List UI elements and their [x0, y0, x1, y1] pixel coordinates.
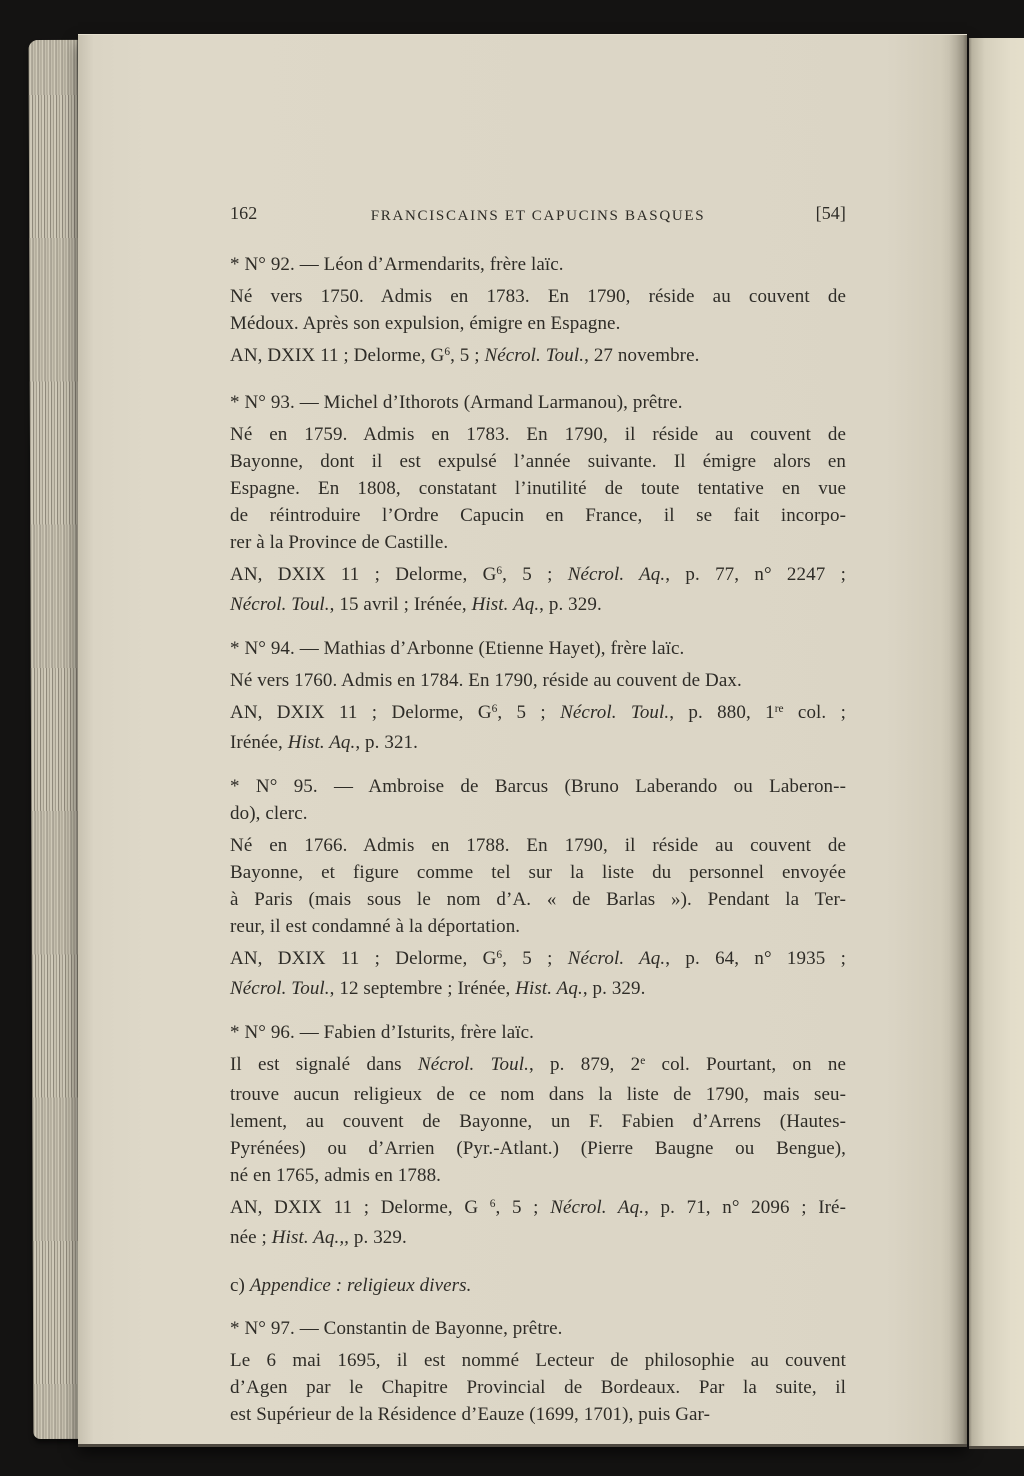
page-number: 162	[230, 203, 258, 223]
text-line: Né en 1759. Admis en 1783. En 1790, il réside au couvent de	[230, 424, 846, 445]
page-edges	[29, 40, 83, 1439]
text-line: trouve aucun religieux de ce nom dans la liste de 1790, mais seu-	[230, 1084, 846, 1105]
text-line: * N° 94. — Mathias d’Arbonne (Etienne Hayet), frère laïc.	[230, 638, 685, 659]
adjacent-page	[969, 38, 1024, 1446]
paragraph-heading	[230, 251, 846, 278]
paragraph-ref	[230, 945, 846, 1002]
text-line: * N° 95. — Ambroise de Barcus (Bruno Laberando ou Laberon--	[230, 776, 846, 797]
text-line: de réintroduire l’Ordre Capucin en France, il se fait incorpo-	[230, 505, 846, 526]
text-line: Médoux. Après son expulsion, émigre en Espagne.	[230, 313, 621, 334]
paragraph-body	[230, 667, 846, 694]
text-line: * N° 96. — Fabien d’Isturits, frère laïc.	[230, 1022, 535, 1043]
paragraph-body	[230, 283, 846, 337]
superscript: 6	[491, 703, 498, 716]
text-line: reur, il est condamné à la déportation.	[230, 916, 521, 937]
paragraph-body	[230, 1347, 846, 1428]
text-line: Nécrol. Toul., 12 septembre ; Irénée, Hist. Aq., p. 329.	[230, 978, 646, 999]
text-line: AN, DXIX 11 ; Delorme, G $^6$, 5 ; Nécrol. Aq., p. 71, n° 2096 ; Iré-	[230, 1197, 847, 1218]
running-title: FRANCISCAINS ET CAPUCINS BASQUES	[370, 208, 706, 224]
paragraph-heading	[230, 635, 846, 662]
entry-block	[230, 635, 846, 756]
text-line: lement, au couvent de Bayonne, un F. Fabien d’Arrens (Hautes-	[230, 1111, 846, 1132]
italic-text: Nécrol. Toul.	[230, 594, 330, 615]
gutter-shadow	[941, 35, 967, 1444]
superscript: e	[640, 1055, 646, 1068]
page-header	[230, 200, 846, 224]
text-line: AN, DXIX 11 ; Delorme, $G^6$, 5 ; Nécrol. Toul., p. 880, 1re col. ;	[230, 702, 846, 723]
italic-text: Nécrol. Toul.	[484, 345, 585, 366]
paragraph-body	[230, 421, 846, 556]
italic-text: Nécrol. Aq.	[550, 1197, 645, 1218]
paragraph-body	[230, 1051, 846, 1189]
text-line: * N° 97. — Constantin de Bayonne, prêtre.	[230, 1318, 563, 1339]
text-line: AN, DXIX 11 ; Delorme, $G^6$, 5 ; Nécrol. Aq., p. 77, n° 2247 ;	[230, 564, 846, 585]
text-line: * N° 93. — Michel d’Ithorots (Armand Larmanou), prêtre.	[230, 392, 683, 413]
text-line: Pyrénées) ou d’Arrien (Pyr.-Atlant.) (Pierre Baugne ou Bengue),	[230, 1138, 846, 1159]
text-line: Né en 1766. Admis en 1788. En 1790, il réside au couvent de	[230, 835, 846, 856]
text-line: c) Appendice : religieux divers.	[230, 1275, 472, 1296]
entry-block	[230, 773, 846, 1002]
text-line: Bayonne, dont il est expulsé l’année suivante. Il émigre alors en	[230, 451, 846, 472]
entry-block	[230, 389, 846, 618]
italic-text: Nécrol. Toul.	[560, 702, 670, 723]
entries-container	[230, 251, 846, 1428]
text-line: Le 6 mai 1695, il est nommé Lecteur de philosophie au couvent	[230, 1350, 846, 1371]
superscript: 6	[444, 346, 451, 359]
italic-text: Appendice : religieux divers.	[249, 1275, 472, 1296]
section-label	[230, 1272, 846, 1299]
italic-text: Nécrol. Aq.	[567, 564, 666, 585]
text-line: AN, DXIX 11 ; Delorme, $G^6$, 5 ; Nécrol. Aq., p. 64, n° 1935 ;	[230, 948, 846, 969]
italic-text: Hist. Aq.,,	[271, 1227, 350, 1248]
superscript: 6	[489, 1198, 496, 1211]
superscript: 6	[496, 949, 503, 962]
column-reference: [54]	[815, 203, 846, 223]
paragraph-ref	[230, 699, 846, 756]
paragraph-ref	[230, 342, 846, 372]
paragraph-heading	[230, 1019, 846, 1046]
text-line: Nécrol. Toul., 15 avril ; Irénée, Hist. Aq., p. 329.	[230, 594, 602, 615]
text-line: Né vers 1760. Admis en 1784. En 1790, réside au couvent de Dax.	[230, 670, 742, 691]
text-line: née ; Hist. Aq.,, p. 329.	[230, 1227, 407, 1248]
paragraph-section	[230, 1272, 846, 1299]
paragraph-heading	[230, 1315, 846, 1342]
text-line: est Supérieur de la Résidence d’Eauze (1699, 1701), puis Gar-	[230, 1404, 711, 1425]
paragraph-ref	[230, 561, 846, 618]
entry-block	[230, 1019, 846, 1251]
text-line: Il est signalé dans Nécrol. Toul., p. 879, 2e col. Pourtant, on ne	[230, 1054, 846, 1075]
text-line: à Paris (mais sous le nom d’A. « de Barlas »). Pendant la Ter-	[230, 889, 846, 910]
paragraph-heading	[230, 389, 846, 416]
text-line: Espagne. En 1808, constatant l’inutilité de toute tentative en vue	[230, 478, 846, 499]
italic-text: Hist. Aq.	[515, 978, 583, 999]
italic-text: Hist. Aq.	[471, 594, 540, 615]
paragraph-heading	[230, 773, 846, 827]
superscript: 6	[496, 565, 503, 578]
italic-text: Nécrol. Aq.	[567, 948, 666, 969]
entry-block	[230, 1315, 846, 1428]
italic-text: Hist. Aq.	[287, 732, 356, 753]
italic-text: Nécrol. Toul.	[230, 978, 330, 999]
superscript: re	[774, 703, 784, 716]
text-line: Bayonne, et figure comme tel sur la liste du personnel envoyée	[230, 862, 846, 883]
paragraph-body	[230, 832, 846, 940]
text-line: AN, DXIX 11 ; Delorme, $G^6$, 5 ; Nécrol. Toul., 27 novembre.	[230, 345, 700, 366]
text-line: rer à la Province de Castille.	[230, 532, 449, 553]
text-line: Irénée, Hist. Aq., p. 321.	[230, 732, 419, 753]
book-page	[78, 34, 967, 1444]
text-line: d’Agen par le Chapitre Provincial de Bordeaux. Par la suite, il	[230, 1377, 846, 1398]
paragraph-ref	[230, 1194, 846, 1251]
text-line: né en 1765, admis en 1788.	[230, 1165, 442, 1186]
page-content	[230, 200, 846, 1445]
italic-text: Nécrol. Toul.	[417, 1054, 529, 1075]
text-line: do), clerc.	[230, 803, 308, 824]
text-line: * N° 92. — Léon d’Armendarits, frère laïc.	[230, 254, 564, 275]
entry-block	[230, 251, 846, 372]
text-line: Né vers 1750. Admis en 1783. En 1790, réside au couvent de	[230, 286, 846, 307]
